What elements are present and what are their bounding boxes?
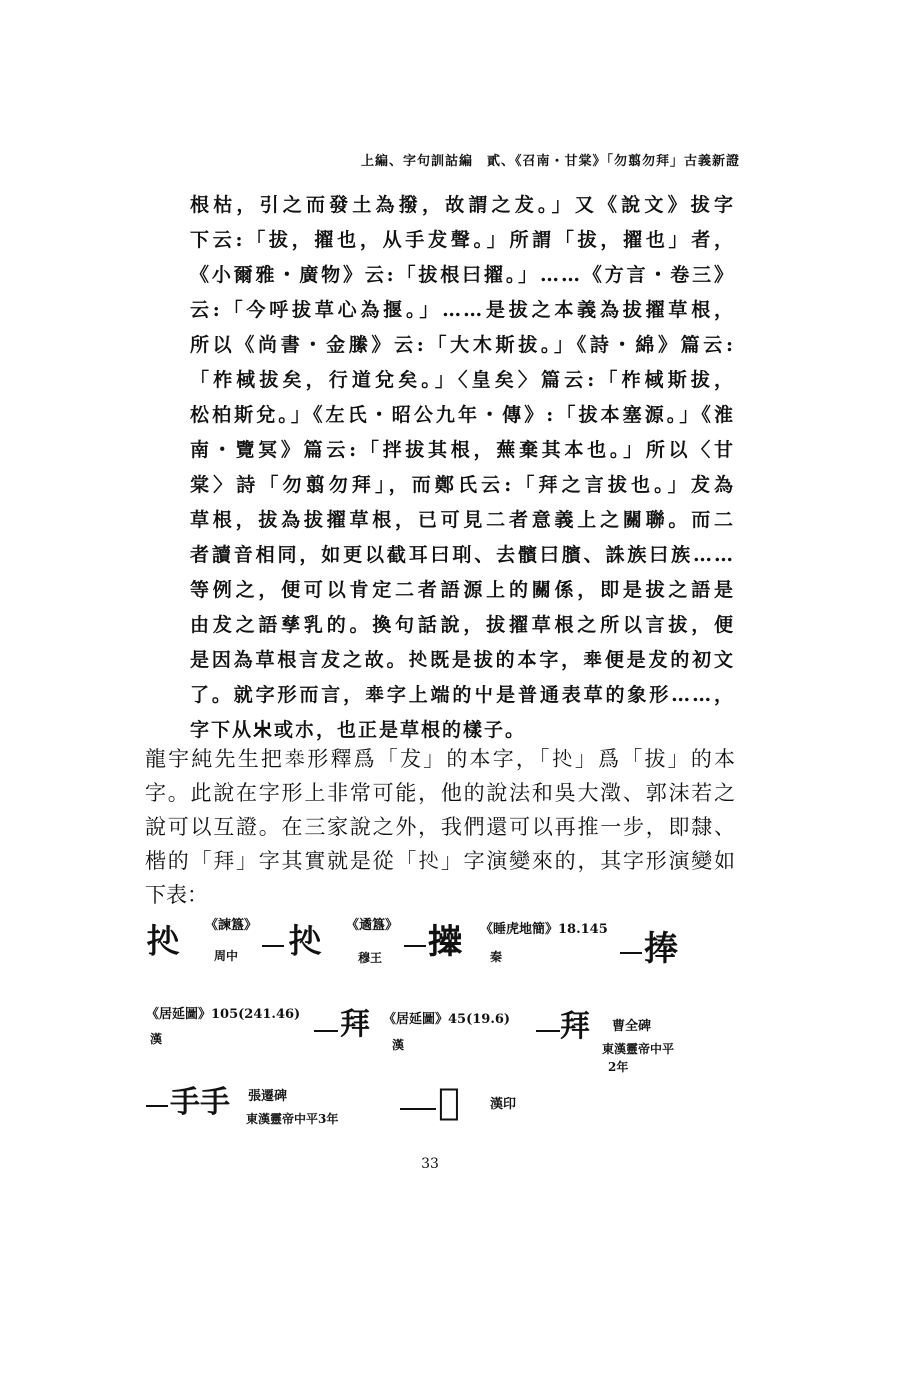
glyph-form: 𢪍 [288, 922, 322, 962]
glyph-source: 《居延圖》45(19.6) [383, 1012, 511, 1027]
glyph-era: 漢 [392, 1038, 405, 1052]
quote-line: 等例之，便可以肯定二者語源上的關係，即是拔之語是 [190, 579, 735, 601]
arrow-dash [262, 945, 284, 947]
arrow-dash [536, 1030, 560, 1032]
quote-line: 草根，拔為拔擢草根，已可見二者意義上之關聯。而二 [190, 509, 735, 531]
glyph-form: 手手 [170, 1085, 230, 1120]
glyph-source: 曹全碑 [612, 1019, 652, 1034]
quote-line: 下云:「拔，擢也，从手犮聲。」所謂「拔，擢也」者， [190, 229, 735, 251]
body-line: 龍宇純先生把𠦪形釋爲「犮」的本字，「𢪍」爲「拔」的本 [145, 747, 735, 771]
quote-line: 了。就字形而言，𠦪字上端的屮是普通表草的象形……， [190, 684, 735, 706]
arrow-dash [404, 945, 426, 947]
body-line: 楷的「拜」字其實就是從「𢪍」字演變來的，其字形演變如 [145, 849, 735, 873]
arrow-dash [146, 1105, 168, 1107]
body-line: 字。此說在字形上非常可能，他的說法和吳大澂、郭沫若之 [145, 781, 735, 805]
glyph-era: 漢 [150, 1032, 163, 1046]
glyph-source: 《遹簋》 [346, 918, 399, 933]
glyph-era: 東漢靈帝中平 [602, 1042, 675, 1056]
glyph-source: 《居延圖》105(241.46) [146, 1007, 301, 1022]
glyph-era: 秦 [490, 950, 503, 964]
quote-line: 「柞棫拔矣，行道兌矣。」〈皇矣〉篇云:「柞棫斯拔， [190, 369, 735, 391]
page-number: 33 [421, 1156, 439, 1172]
block-quote [190, 188, 735, 748]
quote-line: 是因為草根言犮之故。𢪍既是拔的本字，𠦪便是犮的初文 [190, 649, 735, 671]
glyph-era: 穆王 [358, 951, 383, 965]
quote-line: 云:「今呼拔草心為揠。」……是拔之本義為拔擢草根， [190, 299, 735, 321]
glyph-source: 《諫簋》 [205, 918, 258, 933]
glyph-era: 周中 [214, 949, 239, 963]
glyph-era: 東漢靈帝中平3年 [246, 1112, 339, 1126]
quote-line: 《小爾雅・廣物》云:「拔根曰擢。」……《方言・卷三》 [190, 264, 735, 286]
arrow-dash [400, 1108, 436, 1110]
glyph-form: 𢪍 [146, 922, 180, 962]
quote-line: 由犮之語孳乳的。換句話說，拔擢草根之所以言拔，便 [190, 614, 735, 636]
quote-line: 松柏斯兌。」《左氏・昭公九年・傳》:「拔本塞源。」《淮 [190, 404, 735, 426]
quote-line: 所以《尚書・金縢》云:「大木斯拔。」《詩・綿》篇云: [190, 334, 735, 356]
glyph-source: 漢印 [490, 1097, 517, 1112]
glyph-form: 𢷎 [428, 922, 462, 962]
body-paragraph [145, 742, 735, 912]
quote-line: 字下从𣎵或朩，也正是草根的樣子。 [190, 719, 527, 741]
quote-line: 南・覽冥》篇云:「拌拔其根，蕪棄其本也。」所以〈甘 [190, 439, 735, 461]
body-line: 說可以互證。在三家說之外，我們還可以再推一步，即隸、 [145, 815, 735, 839]
arrow-dash [314, 1030, 338, 1032]
body-line: 下表： [145, 883, 208, 907]
glyph-form: 拜 [560, 1009, 590, 1044]
glyph-form: 捧 [644, 929, 678, 969]
quote-line: 根枯，引之而發土為撥，故謂之犮。」又《說文》拔字 [190, 194, 735, 216]
quote-line: 棠〉詩「勿翦勿拜」，而鄭氏云:「拜之言拔也。」犮為 [190, 474, 735, 496]
glyph-form: 拜 [340, 1007, 370, 1042]
glyph-era-year: 2年 [608, 1060, 629, 1074]
glyph-form: 𢴏 [438, 1081, 460, 1123]
glyph-source: 《睡虎地簡》18.145 [480, 922, 608, 937]
arrow-dash [620, 952, 642, 954]
running-header: 上編、字句訓詁編 貳、《召南・甘棠》「勿翦勿拜」古義新證 [360, 154, 740, 169]
quote-line: 者讀音相同，如更以截耳曰刵、去髕曰臏、誅族曰族…… [190, 544, 735, 566]
glyph-source: 張遷碑 [248, 1089, 288, 1104]
